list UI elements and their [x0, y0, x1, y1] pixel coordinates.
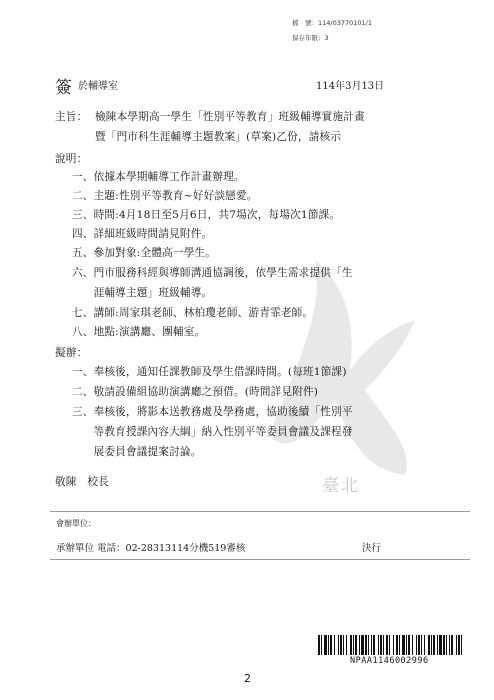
explain-item: 一、依據本學期輔導工作計畫辦理。: [72, 171, 245, 183]
explain-item: 六、門市服務科經與導師溝通協調後，依學生需求提供「生: [72, 267, 353, 279]
proposal-item: 三、奉核後，將影本送教務處及學務處，協助後續「性別平: [72, 406, 353, 418]
proposal-item: 一、奉核後，通知任課教師及學生借課時間。(每班1節課): [72, 366, 347, 378]
barcode-bar: [462, 635, 464, 655]
proposal-item: 等教育授課內容大綱」納入性別平等委員會議及課程發: [72, 426, 353, 438]
location: 於輔導室: [78, 81, 118, 92]
page-number: 2: [244, 672, 251, 685]
explain-item: 四、詳細班級時間請見附件。: [72, 228, 213, 240]
document-type: 簽: [55, 78, 72, 98]
watermark-text: 臺北: [322, 476, 360, 496]
proposal-item: 展委員會議提案討論。: [72, 446, 202, 458]
proposal-label: 擬辦：: [55, 347, 88, 359]
host-unit: 承辦單位 電話：02-28313114分機519審核: [56, 543, 246, 554]
subject-line-2: 暨「門市科生涯輔導主題教案」(草案)乙份，請核示: [95, 131, 342, 143]
phone-text: 電話：02-28313114分機519審核: [97, 543, 246, 554]
retention-period: 保存年限：3: [292, 34, 329, 42]
document-date: 114年3月13日: [316, 81, 385, 92]
explain-item: 涯輔導主題」班級輔導。: [72, 287, 213, 299]
subject-label: 主旨：: [55, 111, 88, 123]
file-number: 檔 號：114/03770101/1: [292, 19, 373, 27]
explain-item: 三、時間:4月18日至5月6日，共7場次，每場次1節課。: [72, 209, 341, 221]
footer-divider: [50, 559, 470, 560]
footer-divider: [50, 511, 470, 512]
barcode-number: NPAA1146002996: [350, 656, 429, 666]
explain-label: 說明：: [55, 153, 88, 165]
explain-item: 二、主題:性別平等教育~好好談戀愛。: [72, 190, 258, 202]
closing-line: 敬陳 校長: [55, 476, 109, 488]
coop-unit-label: 會辦單位：: [56, 519, 96, 528]
explain-item: 七、講師:周家琪老師、林柏瓊老師、游青霏老師。: [72, 307, 314, 319]
decision-label: 決行: [362, 543, 382, 554]
subject-line-1: 檢陳本學期高一學生「性別平等教育」班級輔導實施計畫: [95, 111, 365, 123]
proposal-item: 二、敬請設備組協助演講廳之預借。(時間詳見附件): [72, 386, 319, 398]
barcode: [318, 635, 468, 655]
explain-item: 八、地點:演講廳、團輔室。: [72, 326, 206, 338]
explain-item: 五、參加對象:全體高一學生。: [72, 247, 217, 259]
